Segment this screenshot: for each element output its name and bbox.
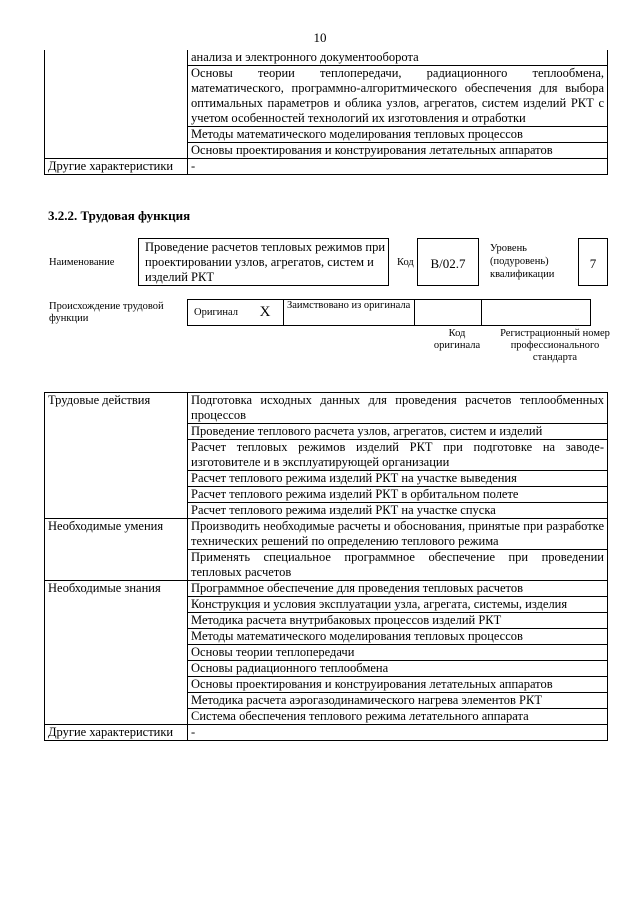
section-heading: 3.2.2. Трудовая функция [48,208,191,223]
function-name-value: Проведение расчетов тепловых режимов при проектировании узлов, агрегатов, систем и изделий РКТ [145,240,386,284]
original-code-caption: Код оригинала [433,328,481,351]
level-label: Уровень (подуровень) квалификации [490,243,555,280]
original-mark: X [247,300,284,326]
other-characteristics-label: Другие характеристики [45,725,188,741]
knowledge-label: Необходимые знания [45,581,188,725]
table-row: Расчет теплового режима изделий РКТ на участке выведения [188,471,608,487]
table-row: Расчет теплового режима изделий РКТ в орбитальном полете [188,487,608,503]
name-label: Наименование [49,257,115,268]
table-row: Применять специальное программное обеспечение при проведении тепловых расчетов [188,550,608,581]
actions-label: Трудовые действия [45,393,188,519]
origin-table [187,299,591,326]
table-row: анализа и электронного документооборота [188,50,608,66]
top-table-blank-cell [45,50,188,159]
page-number: 10 [313,30,327,45]
table-row: Основы теории теплопередачи, радиационного теплообмена, математического, программно-алгоритмического обеспечения для выбора оптимальных параметров и облика узлов, агрегатов, систем изделий РКТ с учетом особенностей технологий их изготовления и отработки [188,66,608,127]
table-row: Методы математического моделирования тепловых процессов [188,127,608,143]
borrowed-label: Заимствовано из оригинала [284,300,415,326]
table-row: Проведение теплового расчета узлов, агрегатов, систем и изделий [188,424,608,440]
table-row: Подготовка исходных данных для проведения расчетов теплообменных процессов [188,393,608,424]
registration-caption: Регистрационный номер профессионального стандарта [500,328,610,363]
other-characteristics-value: - [188,159,608,175]
table-row: Методы математического моделирования тепловых процессов [188,629,608,645]
reg-number-cell [482,300,591,326]
code-label: Код [397,257,414,268]
top-table [44,50,608,175]
skills-label: Необходимые умения [45,519,188,581]
table-row: Производить необходимые расчеты и обоснования, принятые при разработке технических решений по определению теплового режима [188,519,608,550]
table-row: Основы теории теплопередачи [188,645,608,661]
table-row: Методика расчета внутрибаковых процессов изделий РКТ [188,613,608,629]
table-row: Основы проектирования и конструирования летательных аппаратов [188,677,608,693]
table-row: Конструкция и условия эксплуатации узла, агрегата, системы, изделия [188,597,608,613]
origin-label: Происхождение трудовой функции [49,301,164,324]
other-characteristics-label: Другие характеристики [45,159,188,175]
table-row: Программное обеспечение для проведения тепловых расчетов [188,581,608,597]
table-row: Расчет теплового режима изделий РКТ на участке спуска [188,503,608,519]
table-row: Основы радиационного теплообмена [188,661,608,677]
main-table [44,392,608,741]
table-row: Методика расчета аэрогазодинамического нагрева элементов РКТ [188,693,608,709]
table-row: Расчет тепловых режимов изделий РКТ при подготовке на заводе-изготовителе и в эксплуатирующей организации [188,440,608,471]
table-row: Система обеспечения теплового режима летательного аппарата [188,709,608,725]
original-code-cell [415,300,482,326]
code-value: B/02.7 [430,256,466,271]
original-label: Оригинал [188,300,248,326]
table-row: Основы проектирования и конструирования летательных аппаратов [188,143,608,159]
other-characteristics-value: - [188,725,608,741]
level-value: 7 [589,256,597,271]
